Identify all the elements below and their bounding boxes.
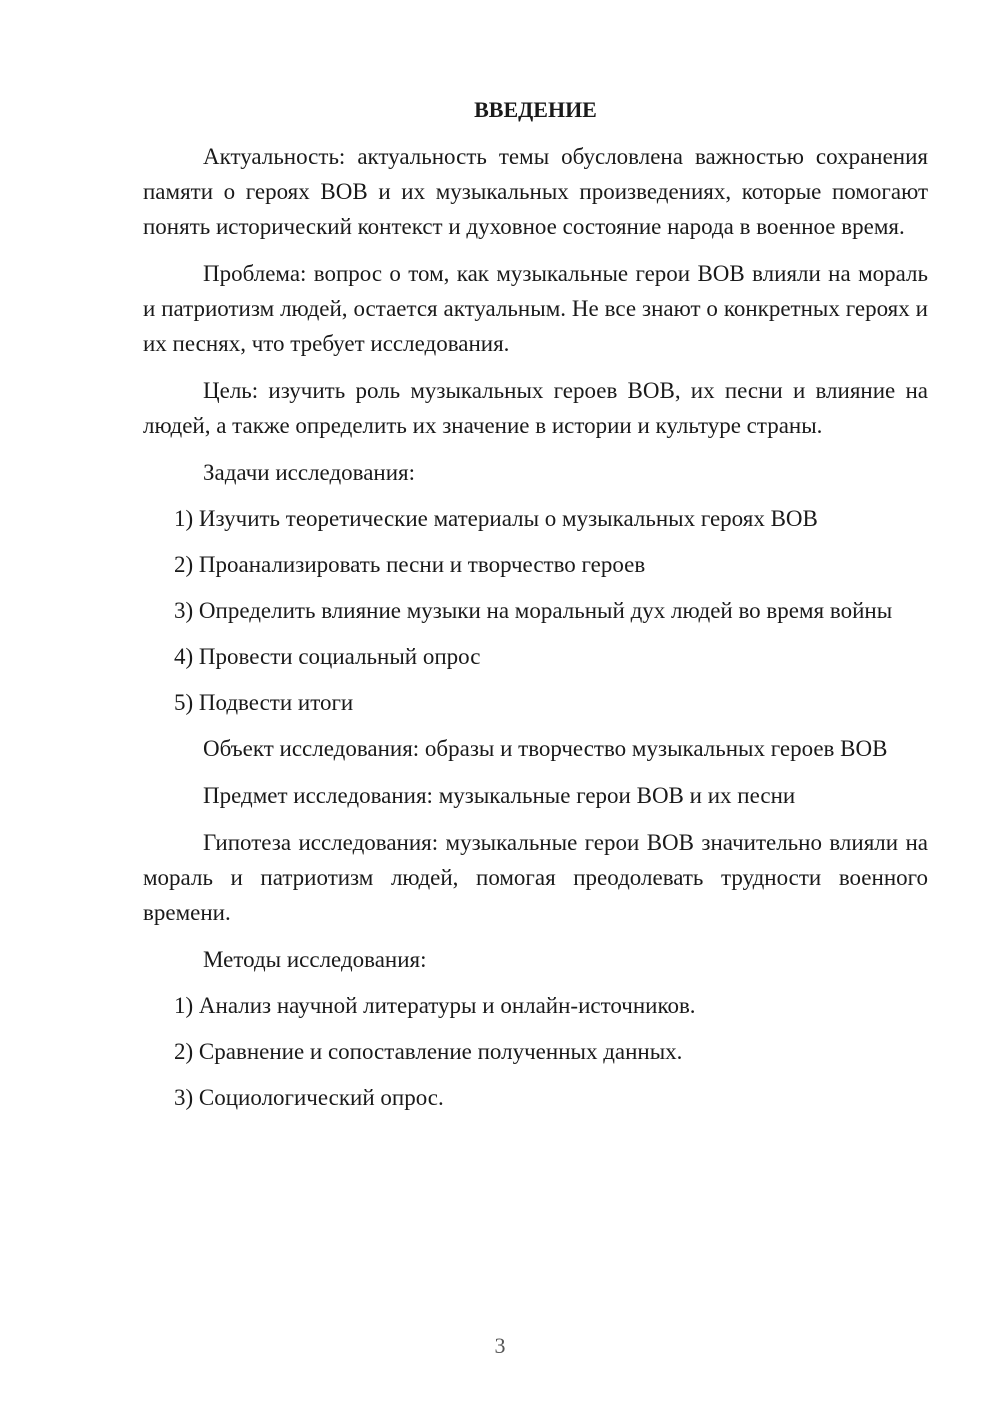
page-title: ВВЕДЕНИЕ: [474, 97, 597, 122]
task-item: 1) Изучить теоретические материалы о музыкальных героях ВОВ: [174, 506, 818, 531]
subject-paragraph: Предмет исследования: музыкальные герои ВОВ и их песни: [203, 783, 796, 808]
page-number: 3: [494, 1333, 506, 1358]
hypothesis-paragraph: Гипотеза исследования: музыкальные герои ВОВ значительно влияли на мораль и патриотизм людей, помогая преодолевать трудности военного времени.: [143, 830, 928, 925]
task-item: 5) Подвести итоги: [174, 690, 354, 715]
page-content: [143, 95, 928, 1126]
goal-paragraph: Цель: изучить роль музыкальных героев ВОВ, их песни и влияние на людей, а также определить их значение в истории и культуре страны.: [143, 378, 928, 438]
object-paragraph: Объект исследования: образы и творчество музыкальных героев ВОВ: [203, 736, 888, 761]
tasks-heading: Задачи исследования:: [203, 460, 416, 485]
methods-heading: Методы исследования:: [203, 947, 427, 972]
task-item: 4) Провести социальный опрос: [174, 644, 481, 669]
problem-paragraph: Проблема: вопрос о том, как музыкальные герои ВОВ влияли на мораль и патриотизм людей, остается актуальным. Не все знают о конкретных героях и их песнях, что требует исследования.: [143, 261, 928, 356]
method-item: 2) Сравнение и сопоставление полученных данных.: [174, 1039, 683, 1064]
relevance-paragraph: Актуальность: актуальность темы обусловлена важностью сохранения памяти о героях ВОВ и их музыкальных произведениях, которые помогают понять исторический контекст и духовное состояние народа в военное время.: [143, 144, 928, 239]
task-item: 2) Проанализировать песни и творчество героев: [174, 552, 646, 577]
task-item: 3) Определить влияние музыки на моральный дух людей во время войны: [174, 598, 893, 623]
method-item: 3) Социологический опрос.: [174, 1085, 444, 1110]
method-item: 1) Анализ научной литературы и онлайн-источников.: [174, 993, 696, 1018]
